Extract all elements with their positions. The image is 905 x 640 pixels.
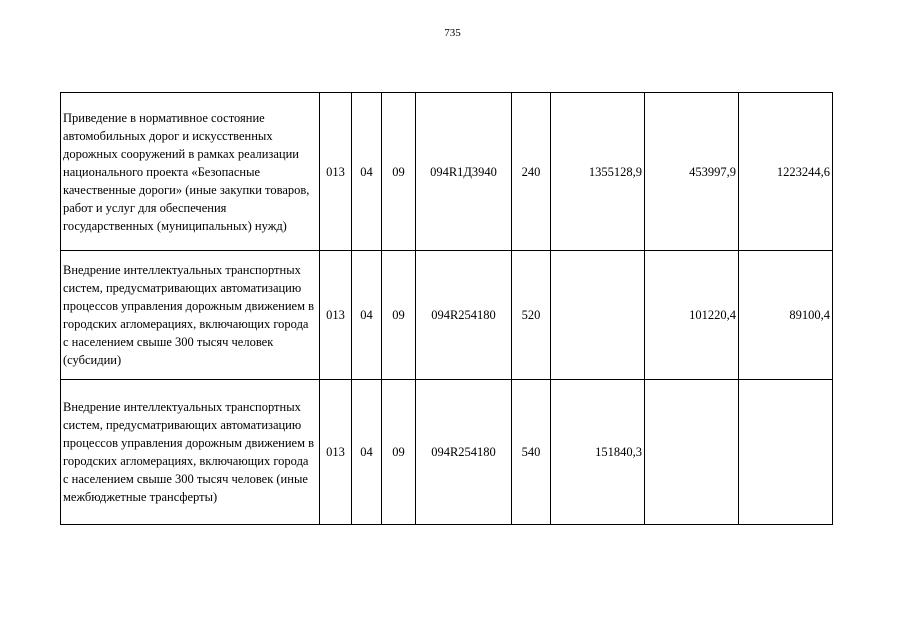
amount-year-3: 89100,4: [739, 251, 833, 380]
budget-table: [60, 92, 833, 525]
expense-type-code: 240: [512, 93, 551, 251]
row-description: Внедрение интеллектуальных транспортных систем, предусматривающих автоматизацию процессов управления дорожным движением в городских агломерациях, включающих города с населением свыше 300 тысяч человек (субсидии): [61, 251, 320, 380]
section-code: 04: [352, 93, 382, 251]
section-code: 04: [352, 380, 382, 525]
table-row: [61, 251, 833, 380]
target-article-code: 094R1Д3940: [416, 93, 512, 251]
subsection-code: 09: [382, 251, 416, 380]
ministry-code: 013: [320, 93, 352, 251]
table-row: [61, 93, 833, 251]
target-article-code: 094R254180: [416, 251, 512, 380]
section-code: 04: [352, 251, 382, 380]
row-description: Приведение в нормативное состояние автомобильных дорог и искусственных дорожных сооружений в рамках реализации национального проекта «Безопасные качественные дороги» (иные закупки товаров, работ и услуг для обеспечения государственных (муниципальных) нужд): [61, 93, 320, 251]
ministry-code: 013: [320, 251, 352, 380]
target-article-code: 094R254180: [416, 380, 512, 525]
amount-year-2: 101220,4: [645, 251, 739, 380]
table-row: [61, 380, 833, 525]
expense-type-code: 520: [512, 251, 551, 380]
amount-year-3: [739, 380, 833, 525]
amount-year-3: 1223244,6: [739, 93, 833, 251]
amount-year-1: 151840,3: [551, 380, 645, 525]
subsection-code: 09: [382, 93, 416, 251]
amount-year-2: [645, 380, 739, 525]
row-description: Внедрение интеллектуальных транспортных систем, предусматривающих автоматизацию процессов управления дорожным движением в городских агломерациях, включающих города с населением свыше 300 тысяч человек (иные межбюджетные трансферты): [61, 380, 320, 525]
subsection-code: 09: [382, 380, 416, 525]
amount-year-1: [551, 251, 645, 380]
amount-year-2: 453997,9: [645, 93, 739, 251]
page-number: 735: [444, 27, 461, 39]
expense-type-code: 540: [512, 380, 551, 525]
amount-year-1: 1355128,9: [551, 93, 645, 251]
ministry-code: 013: [320, 380, 352, 525]
